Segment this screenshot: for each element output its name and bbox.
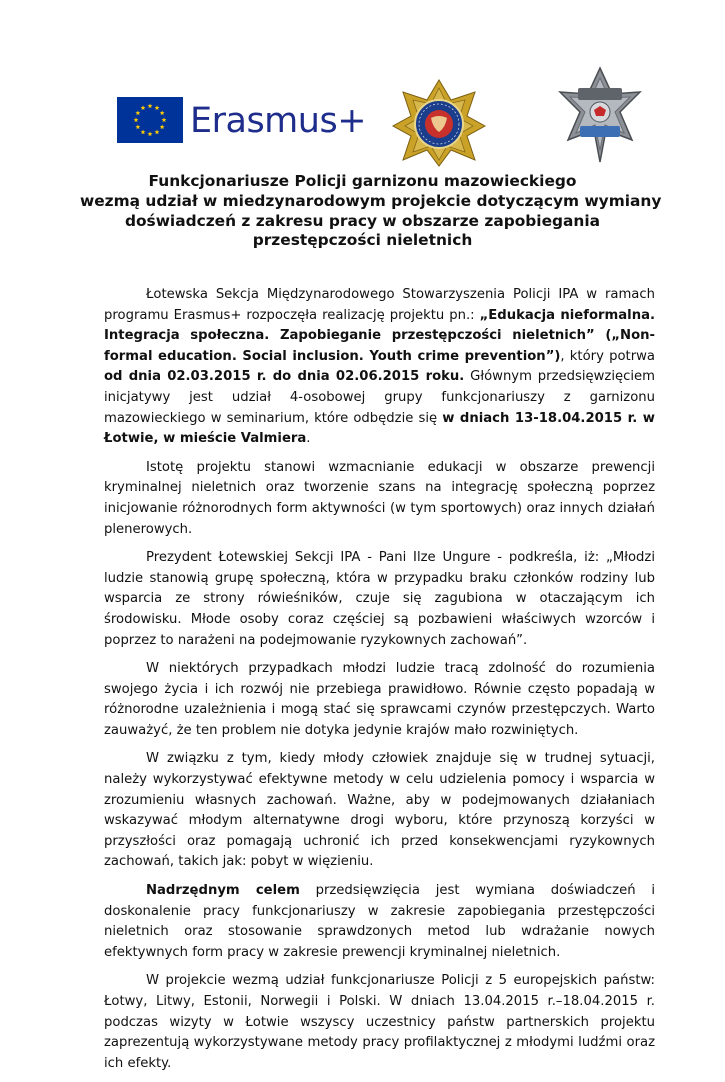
police-mazowsze-badge [548,66,652,166]
paragraph-youth-problems: W niektórych przypadkach młodzi ludzie tracą zdolność do rozumienia swojego życia i ich rozwój nie przebiega prawidłowo. Równie często popadają w różnorodne uzależnienia i mogą stać się sprawcami czynów przestępczych. Warto zauważyć, że ten problem nie dotyka jedynie krajów mało rozwiniętych. [104,661,655,738]
title-line: Funkcjonariusze Policji garnizonu mazowieckiego [148,172,577,190]
paragraph-participants: W projekcie wezmą udział funkcjonariusze Policji z 5 europejskich państw: Łotwy, Litwy, Estonii, Norwegii i Polski. W dniach 13.04.2015 r.–18.04.2015 r. podczas wizyty w Łotwie wszyscy uczestnicy państw partnerskich projektu zaprezentują wykorzystywane metody pracy profilaktycznej z młodymi ludźmi oraz ich efekty. [104,973,655,1071]
erasmus-plus-logo [117,97,367,145]
erasmus-wordmark: Erasmus+ [190,101,367,141]
paragraph-intro: Łotewska Sekcja Międzynarodowego Stowarzyszenia Policji IPA w ramach programu Erasmus+ rozpoczęła realizację projektu pn.: „Edukacja nieformalna. Integracja społeczna. Zapobieganie przestępczości nieletnich” („Non-formal education. Social inclusion. Youth crime prevention”), który potrwa od dnia 02.03.2015 r. do dnia 02.06.2015 roku. Głównym przedsięwzięciem inicjatywy jest udział 4-osobowej grupy funkcjonariuszy z garnizonu mazowieckiego w seminarium, które odbędzie się w dniach 13-18.04.2015 r. w Łotwie, w mieście Valmiera. [104,287,655,447]
paragraph-quote: Prezydent Łotewskiej Sekcji IPA - Pani Ilze Ungure - podkreśla, iż: „Młodzi ludzie stanowią grupę społeczną, która w przypadku braku członków rodziny lub wsparcia ze strony rówieśników, czuje się zagubiona w otaczającym ich środowisku. Młode osoby coraz częściej są pozbawieni właściwych wzorców i poprzez to narażeni na podejmowanie ryzykownych zachowań”. [104,550,655,648]
eu-flag-icon [117,97,183,143]
title-line: wezmą udział w miedzynarodowym projekcie dotyczącym wymiany [80,191,662,210]
article-body [104,285,655,1082]
paragraph-main-goal: Nadrzędnym celem przedsięwzięcia jest wymiana doświadczeń i doskonalenie pracy funkcjonariuszy w zakresie zapobiegania przestępczości nieletnich oraz stosowanie sprawdzonych metod lub wdrażanie nowych efektywnych form pracy w zakresie prewencji kryminalnej nieletnich. [104,883,655,960]
paragraph-essence: Istotę projektu stanowi wzmacnianie edukacji w obszarze prewencji kryminalnej nieletnich oraz tworzenie szans na integrację społeczną poprzez inicjowanie różnorodnych form aktywności (w tym sportowych) oraz innych działań plenerowych. [104,459,655,537]
title-line: przestępczości nieletnich [252,231,473,250]
title-line: doświadczeń z zakresu pracy w obszarze zapobiegania [124,211,601,230]
ipa-seal-logo [391,78,487,168]
article-title [80,172,662,251]
paragraph-methods: W związku z tym, kiedy młody człowiek znajduje się w trudnej sytuacji, należy wykorzystywać efektywne metody w celu udzielenia pomocy i wsparcia w zrozumieniu własnych zachowań. Ważne, aby w podejmowanych działaniach wskazywać młodym alternatywne drogi wyboru, które przynoszą korzyści w przyszłości oraz pomagają uchronić ich przed konsekwencjami ryzykownych zachowań, takich jak: pobyt w więzieniu. [104,751,655,870]
logo-header [0,0,725,170]
